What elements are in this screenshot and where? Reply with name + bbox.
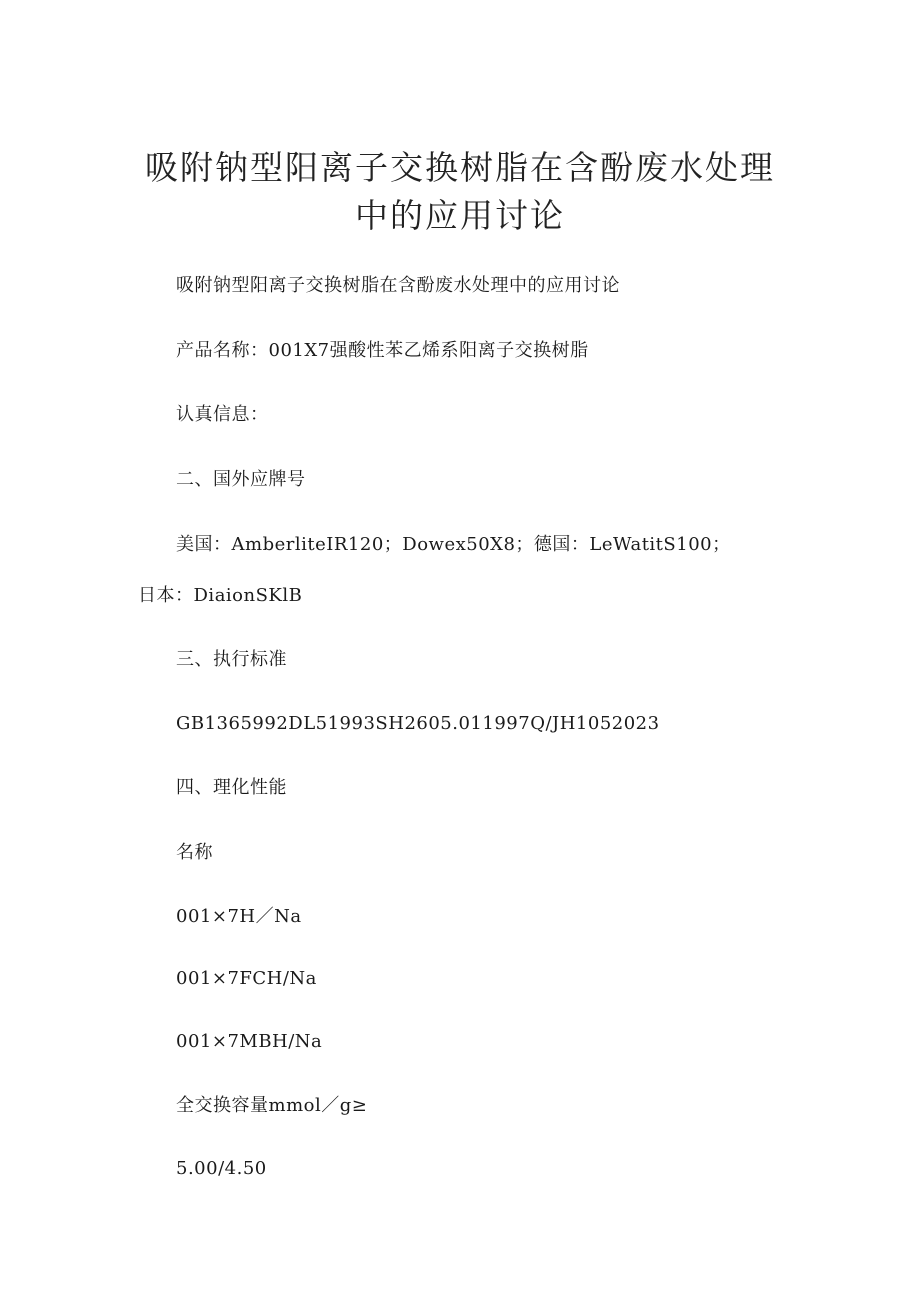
paragraph-model-fch-na: 001×7FCH/Na: [176, 968, 317, 989]
paragraph-name-label: 名称: [176, 842, 213, 863]
paragraph-model-h-na: 001×7H／Na: [176, 906, 302, 927]
section-heading-properties: 四、理化性能: [176, 777, 287, 798]
paragraph-product-name: 产品名称：001X7强酸性苯乙烯系阳离子交换树脂: [176, 340, 589, 361]
paragraph-exchange-capacity: 全交换容量mmol／g≥: [176, 1095, 368, 1116]
paragraph-model-mbh-na: 001×7MBH/Na: [176, 1031, 323, 1052]
title-line-2: 中的应用讨论: [355, 196, 565, 235]
section-heading-foreign-brands: 二、国外应牌号: [176, 469, 306, 490]
paragraph-capacity-value: 5.00/4.50: [176, 1158, 267, 1179]
paragraph-standards: GB1365992DL51993SH2605.011997Q/JH1052023: [176, 713, 660, 734]
title-line-1: 吸附钠型阳离子交换树脂在含酚废水处理: [145, 148, 775, 187]
paragraph-foreign-brands-cont: 日本：DiaionSKlB: [138, 585, 303, 606]
paragraph-info-heading: 认真信息：: [176, 404, 269, 425]
paragraph-subtitle: 吸附钠型阳离子交换树脂在含酚废水处理中的应用讨论: [176, 275, 620, 296]
paragraph-foreign-brands: 美国：AmberliteIR120；Dowex50X8；德国：LeWatitS100；: [176, 534, 731, 555]
document-title: [0, 144, 920, 240]
section-heading-standards: 三、执行标准: [176, 649, 287, 670]
